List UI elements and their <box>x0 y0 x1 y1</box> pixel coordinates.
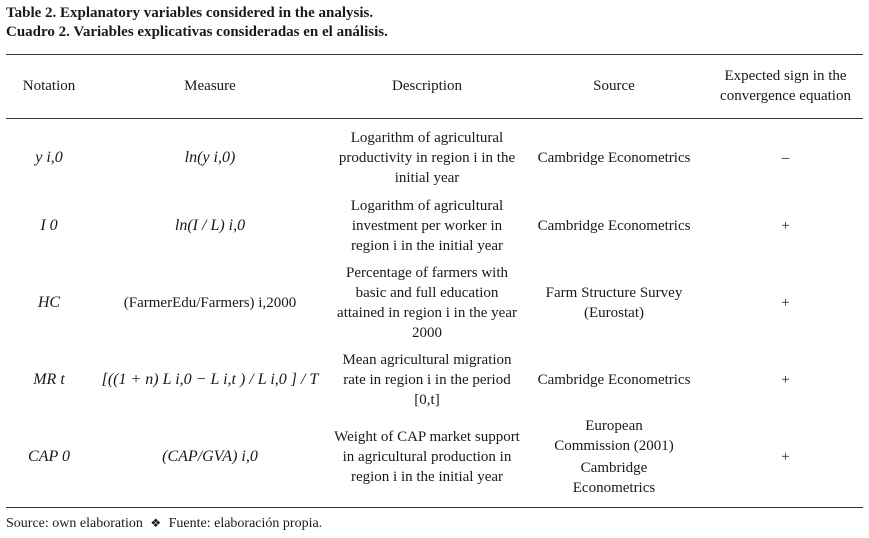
header-notation: Notation <box>22 78 76 94</box>
header-rule <box>6 118 863 119</box>
table-title-english: Table 2. Explanatory variables considered in the analysis. <box>6 5 374 21</box>
table-title-spanish: Cuadro 2. Variables explicativas consideradas en el análisis. <box>6 24 388 40</box>
description-cell: Logarithm of agricultural productivity in region i in the initial year <box>338 130 516 186</box>
description-cell: Percentage of farmers with basic and full education attained in region i in the year 2000 <box>337 265 517 341</box>
top-rule <box>6 54 863 55</box>
sign-cell: + <box>781 218 790 234</box>
diamond-separator-icon: ❖ <box>150 516 162 530</box>
bottom-rule <box>6 507 863 508</box>
measure-cell: (CAP/GVA) i,0 <box>162 448 258 465</box>
source-cell: Farm Structure Survey (Eurostat) <box>545 285 683 321</box>
measure-cell: ln(y i,0) <box>184 149 236 166</box>
notation-cell: MR t <box>33 371 65 388</box>
source-cambridge-econometrics: Cambridge Econometrics <box>572 460 656 496</box>
source-cell <box>526 416 702 498</box>
header-expected-sign: Expected sign in the convergence equation <box>720 68 851 104</box>
table-footer <box>6 514 322 533</box>
source-cell: Cambridge Econometrics <box>537 372 691 388</box>
footer-source-english: Source: own elaboration <box>6 516 143 531</box>
header-source: Source <box>593 78 635 94</box>
sign-cell: + <box>781 372 790 388</box>
description-cell: Logarithm of agricultural investment per worker in region i in the initial year <box>350 198 504 254</box>
source-european-commission: European Commission (2001) <box>554 418 674 454</box>
footer-source-spanish: Fuente: elaboración propia. <box>168 516 323 531</box>
description-cell: Mean agricultural migration rate in region i in the period [0,t] <box>342 352 512 408</box>
header-measure: Measure <box>184 78 236 94</box>
sign-cell: + <box>781 449 790 465</box>
measure-cell: [((1 + n) L i,0 − L i,t ) / L i,0 ] / T <box>101 371 319 388</box>
source-cell: Cambridge Econometrics <box>537 150 691 166</box>
notation-cell: I 0 <box>40 217 58 234</box>
measure-cell: (FarmerEdu/Farmers) i,2000 <box>123 295 297 311</box>
description-cell: Weight of CAP market support in agricultural production in region i in the initial year <box>334 429 520 485</box>
measure-cell: ln(I / L) i,0 <box>174 217 246 234</box>
source-cell: Cambridge Econometrics <box>537 218 691 234</box>
notation-cell: HC <box>37 294 61 311</box>
notation-cell: y i,0 <box>35 149 63 166</box>
sign-cell: – <box>781 150 790 166</box>
notation-cell: CAP 0 <box>28 448 70 465</box>
header-description: Description <box>392 78 462 94</box>
sign-cell: + <box>781 295 790 311</box>
